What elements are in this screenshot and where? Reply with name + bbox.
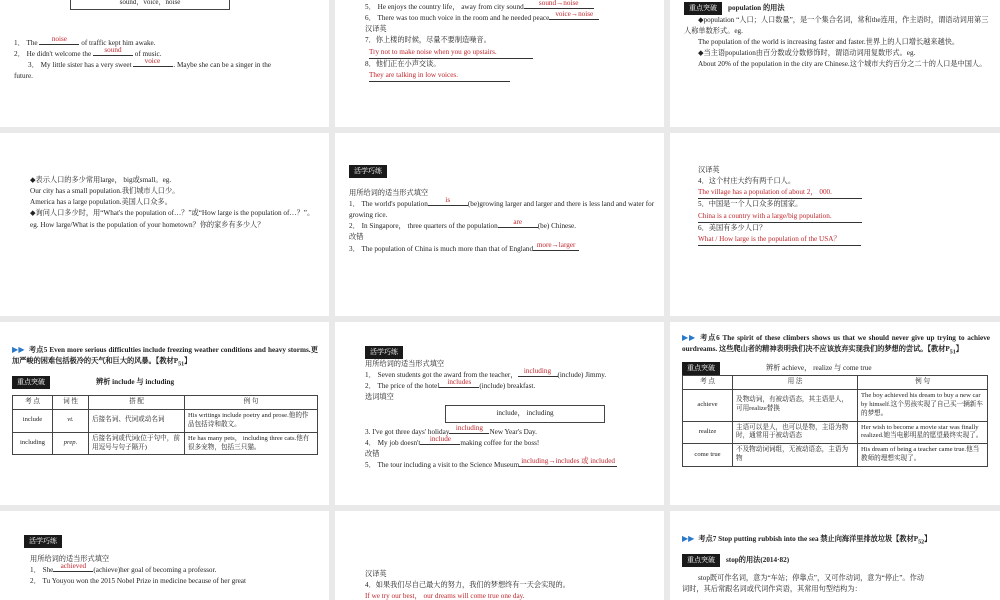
table-row: achieve 及物动词，有被动语态，其主语是人，可用realize替换 The boy achieved his dream to buy a new car by himself.这个男孩实现了自己买一辆新车的梦想。 (683, 389, 988, 421)
section-title: ▶▶ 考点7 Stop putting rubbish into the sea 禁止向海洋里排放垃圾【教材$P_{52}$】 (682, 534, 932, 546)
question-6: 6． There was too much voice in the room and he needed peace voice→noise (365, 13, 660, 24)
question-3: 3． My little sister has a very sweet voice . Maybe she can be a singer in the (28, 57, 272, 70)
question-1: 1． Seven students got the award from the teacher， including (include) Jimmy. (365, 367, 607, 379)
slide-7[interactable] (0, 322, 329, 505)
table-row: come true 不及物动词词组，无被动语态，主语为物 His dream of being a teacher came true.他当教师的理想实现了。 (683, 444, 988, 467)
answer-1: including (518, 368, 558, 377)
section-label: 汉译英 (365, 25, 387, 34)
answer-7: Try not to make noise when you go upstairs. (369, 47, 533, 59)
slide-9[interactable] (670, 322, 1000, 505)
slide-11[interactable]: 汉译英 4．如果我们尽自己最大的努力，我们的梦想终有一天会实现的。 If we try our best， our dreams will come true one day. (335, 511, 664, 600)
slide-4[interactable]: ◆表示人口的多少常用large， big或small。eg. Our city has a small population.我们城市人口少。 America has a large population.美国人口众多。 ◆询问人口多少时，用“What's the population of…？”或“How large is the population of…？”。 eg. How large/What is the population of your hometown？你的家乡有多少人？ (0, 133, 329, 316)
answer-5: China is a country with a large/big population. (698, 211, 862, 223)
slide-2[interactable] (335, 0, 664, 127)
question-6: 6．美国有多少人口？ (698, 223, 767, 232)
answer-2: includes (439, 379, 479, 388)
question-3: 3. I've got three days' holiday including New Year's Day. (365, 423, 537, 436)
answer-5: including→includes 或 included (521, 457, 616, 466)
answer-8: They are talking in low voices. (369, 70, 510, 82)
slide-6[interactable]: 汉译英 4．这个村庄大约有两千口人。 The village has a population of about 2， 000. 5．中国是一个人口众多的国家。 China is a country with a large/big population. 6．美国有多少人口？ What / How large is the population of the USA？ (670, 133, 1000, 316)
key-point-tag: 重点突破 (682, 362, 720, 375)
slide-10[interactable]: 活学巧练 用所给词的适当形式填空 1． She achieved (achieve)her goal of becoming a professor. 2． Tu Youyou won the 2015 Nobel Prize in medicine because of her great (0, 511, 329, 600)
table-row: realize 主语可以是人，也可以是物，主语为物时，通常用于被动语态 Her wish to become a movie star was finally realized.她当电影明星的愿望最终实现了。 (683, 421, 988, 444)
table-row: include vt. 后接名词、代词或动名词 His writings include poetry and prose.他的作品包括诗和散文。 (13, 409, 318, 432)
key-point-tag: 重点突破 (12, 376, 50, 389)
table-header: 考 点 词 性 搭 配 例 句 (13, 395, 318, 409)
section-title: ▶▶ 考点5 Even more serious difficulties include freezing weather conditions and heavy storms.更加严峻的困难包括极冷的天气和巨大的风暴。【教材$P_{51}$】 (12, 345, 318, 368)
slide-1[interactable]: sound，voice，noise 1． The noise of traffic kept him awake. 2． He didn't welcome the sound of music. 3． My little sister has a very sweet voice . Maybe she can be a singer in the future. (0, 0, 329, 127)
question-5: 5． The tour including a visit to the Science Museum including→includes 或 included (365, 457, 616, 470)
question-1: 1． The world's population is (be)growing larger and larger and there is less land and water for growing rice. (349, 196, 655, 220)
answer-3: including (449, 425, 489, 434)
compare-title: 辨析 achieve， realize 与 come true (766, 364, 872, 373)
practice-tag: 活学巧练 (24, 535, 62, 548)
answer-1: noise (39, 36, 79, 45)
answer-4: include (420, 436, 460, 445)
arrow-bullet-icon: ▶▶ (682, 333, 697, 342)
slide-12[interactable]: ▶▶ 考点7 Stop putting rubbish into the sea 禁止向海洋里排放垃圾【教材$P_{52}$】 重点突破 stop的用法(2014·82) stop既可作名词，意为“车站；停靠点”，又可作动词，意为“停止”。作动 词时，其后常跟名词或代词作宾语，其常用句型结构为： (670, 511, 1000, 600)
key-point-tag: 重点突破 (682, 554, 720, 567)
section-title: ▶▶ 考点6 The spirit of these climbers shows us that we should never give up trying to achieve ourdreams. 这些爬山者的精神表明我们决不应该放弃实现我们的梦想的尝试。【教材$P_{51}$】 (682, 333, 990, 356)
arrow-bullet-icon: ▶▶ (682, 534, 695, 543)
arrow-bullet-icon: ▶▶ (12, 345, 25, 354)
slide-3[interactable]: 重点突破 population 的用法 ◆population “人口；人口数量”，是一个集合名词，常和the连用，作主语时，谓语动词用第三人称单数形式。eg. The population of the world is increasing faster and faster.世界上的人口增长越来越快。 ◆当主语population由百分数或分数修饰时，谓语动词用复数形式。eg. About 20% of the population in the city are Chinese.这个城市大约百分之二十的人口是中国人。 (670, 0, 1000, 127)
comparison-table (12, 395, 318, 455)
question-7: 7．你上楼的时候，尽量不要制造噪音。 (365, 36, 491, 45)
question-1: 1． The noise of traffic kept him awake. (14, 35, 156, 47)
question-2: 2． Tu Youyou won the 2015 Nobel Prize in medicine because of her great (30, 577, 246, 586)
answer-6: What / How large is the population of the USA？ (698, 234, 861, 246)
practice-tag: 活学巧练 (365, 346, 403, 359)
answer-1: is (428, 197, 468, 206)
answer-6: voice→noise (549, 11, 599, 20)
question-5: 5． He enjoys the country life， away from city sound sound→noise (365, 2, 660, 13)
question-4: 4．这个村庄大约有两千口人。 (698, 177, 796, 186)
answer-1: achieved (53, 563, 93, 572)
slide-5[interactable]: 活学巧练 用所给词的适当形式填空 1． The world's population is (be)growing larger and larger and there is less land and water for growing rice. 2． In Singapore， three quarters of the population are (be) Chinese. 改错 3． The population of China is much more than that of England more→larger (335, 133, 664, 316)
comparison-table (682, 375, 988, 467)
question-3: 3． The population of China is much more than that of England more→larger (349, 244, 655, 255)
answer-5: sound→noise (524, 0, 594, 9)
answer-3: voice (133, 58, 173, 67)
question-4: 4． My job doesn't include making coffee for the boss! (365, 434, 540, 447)
key-point-tag: 重点突破 (684, 2, 722, 15)
question-5: 5．中国是一个人口众多的国家。 (698, 200, 803, 209)
answer-2: are (498, 219, 538, 228)
question-2: 2． He didn't welcome the sound of music. (14, 46, 162, 59)
question-2: 2． In Singapore， three quarters of the population are (be) Chinese. (349, 218, 577, 231)
answer-3: more→larger (533, 242, 579, 251)
question-2: 2． The price of the hotel includes (include) breakfast. (365, 378, 536, 391)
section-title: population 的用法 (728, 4, 785, 12)
slide-8[interactable]: 活学巧练 用所给词的适当形式填空 1． Seven students got the award from the teacher， including (include) Jimmy. 2． The price of the hotel includes (include) breakfast. 选词填空 include， including 3. I've got three days' holiday including New Year's Day. 4． My job doesn't include making coffee for the boss! 改错 5． The tour including a visit to the Science Museum including→includes 或 included (335, 322, 664, 505)
question-8: 8．他们正在小声交谈。 (365, 59, 441, 68)
subtitle: stop的用法(2014·82) (726, 555, 790, 564)
question-4: 4．如果我们尽自己最大的努力，我们的梦想终有一天会实现的。 (365, 581, 570, 590)
table-header: 考 点 用 法 例 句 (683, 375, 988, 389)
answer-4: The village has a population of about 2， 000. (698, 187, 862, 199)
practice-tag: 活学巧练 (349, 165, 387, 178)
question-1: 1． She achieved (achieve)her goal of becoming a professor. (30, 562, 217, 574)
compare-title: 辨析 include 与 including (96, 378, 175, 387)
table-row: including prep. 后接名词或代词(位于句中，前用逗号与句子隔开) He has many pets， including three cats.他有很多宠物，包括三只猫。 (13, 432, 318, 455)
word-box: include， including (445, 405, 605, 422)
word-box: sound，voice，noise (70, 0, 230, 10)
answer-4: If we try our best， our dreams will come true one day. (365, 591, 545, 600)
answer-2: sound (93, 47, 133, 56)
